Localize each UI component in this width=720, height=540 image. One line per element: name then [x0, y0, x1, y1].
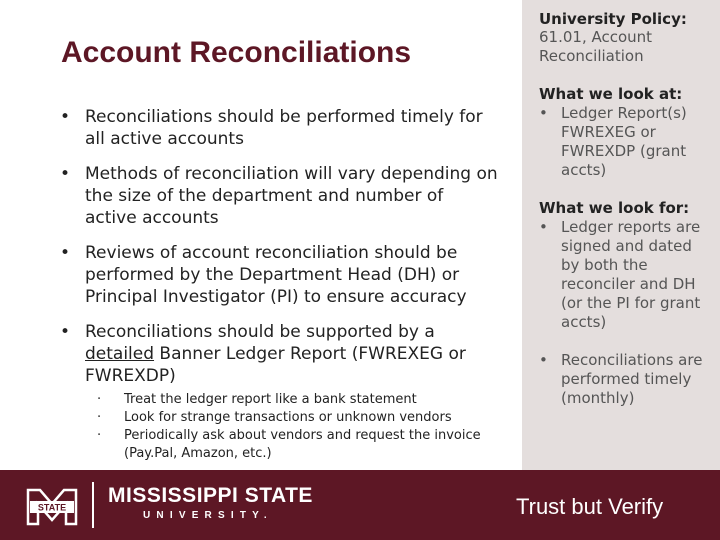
side-panel-content — [539, 10, 715, 408]
logo-wordmark: MISSISSIPPI STATE — [108, 484, 313, 507]
logo-divider — [92, 482, 94, 528]
main-bullet: • Methods of reconciliation will vary depending on the size of the department and number of active accounts — [60, 163, 500, 229]
look-at-list — [539, 104, 715, 180]
slide-title: Account Reconciliations — [61, 36, 412, 69]
main-bullet-list — [60, 106, 500, 476]
sub-bullet: · Periodically ask about vendors and request the invoice (Pay.Pal, Amazon, etc.) — [97, 427, 500, 463]
policy-text: 61.01, Account Reconciliation — [539, 28, 653, 65]
look-for-item: • Reconciliations are performed timely (monthly) — [539, 351, 715, 408]
side-panel — [522, 0, 720, 470]
look-for-list — [539, 218, 715, 408]
look-for-heading: What we look for: — [539, 199, 690, 217]
look-at-heading: What we look at: — [539, 85, 683, 103]
sub-bullet: · Look for strange transactions or unknown vendors — [97, 409, 500, 427]
sub-bullet: · Treat the ledger report like a bank statement — [97, 391, 500, 409]
look-for-item: • Ledger reports are signed and dated by both the reconciler and DH (or the PI for grant accts) — [539, 218, 715, 332]
look-at-item: • Ledger Report(s) FWREXEG or FWREXDP (grant accts) — [539, 104, 715, 180]
bullet-text-underlined: detailed — [85, 344, 155, 364]
main-bullet: • Reconciliations should be performed timely for all active accounts — [60, 106, 500, 150]
bullet-text-prefix: Reconciliations should be supported by a — [85, 322, 435, 342]
main-bullet: • Reviews of account reconciliation should be performed by the Department Head (DH) or Principal Investigator (PI) to ensure accuracy — [60, 242, 500, 308]
policy-heading: University Policy: — [539, 10, 687, 28]
tagline: Trust but Verify — [516, 494, 664, 519]
footer-bar — [0, 470, 720, 540]
sub-bullet-list — [97, 391, 500, 463]
logo-subwordmark: UNIVERSITY. — [143, 510, 273, 521]
bullet-text-suffix: Banner Ledger Report (FWREXEG or FWREXDP) — [85, 344, 466, 386]
main-bullet — [60, 321, 500, 463]
logo-seal-text: STATE — [37, 502, 67, 513]
msu-logo-icon — [24, 484, 80, 528]
